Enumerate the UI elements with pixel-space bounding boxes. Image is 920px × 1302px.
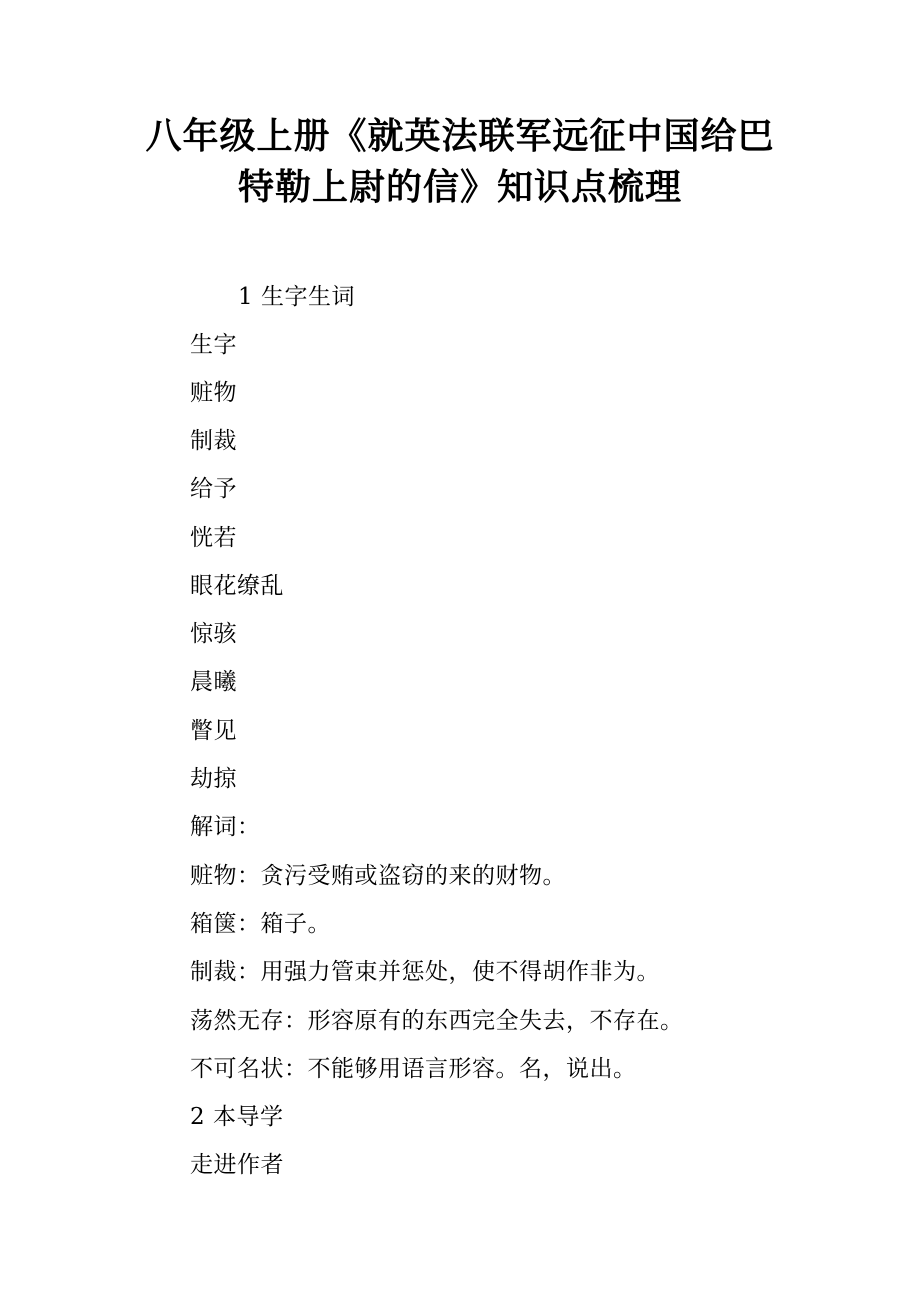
section-heading-guide: 2 本导学 [190, 1104, 284, 1130]
vocab-item: 制裁 [190, 428, 237, 454]
document-title-line-2: 特勒上尉的信》知识点梳理 [237, 167, 682, 208]
definition-item: 不可名状：不能够用语言形容。名，说出。 [190, 1056, 637, 1082]
vocab-item: 晨曦 [190, 669, 237, 695]
subheading-definitions: 解词： [190, 814, 261, 840]
document-title-line-1: 八年级上册《就英法联军远征中国给巴 [145, 116, 775, 157]
subheading-author: 走进作者 [190, 1152, 284, 1178]
vocab-item: 恍若 [190, 525, 237, 551]
definition-item: 箱箧：箱子。 [190, 911, 331, 937]
definition-item: 赃物：贪污受贿或盗窃的来的财物。 [190, 863, 566, 889]
vocab-item: 瞥见 [190, 718, 237, 744]
vocab-item: 给予 [190, 476, 237, 502]
definition-item: 荡然无存：形容原有的东西完全失去，不存在。 [190, 1008, 684, 1034]
definition-item: 制裁：用强力管束并惩处，使不得胡作非为。 [190, 959, 660, 985]
vocab-item: 赃物 [190, 380, 237, 406]
vocab-item: 劫掠 [190, 766, 237, 792]
subheading-characters: 生字 [190, 332, 237, 358]
vocab-item: 眼花缭乱 [190, 573, 284, 599]
vocab-item: 惊骇 [190, 621, 237, 647]
section-heading-vocabulary: 1 生字生词 [238, 284, 355, 310]
